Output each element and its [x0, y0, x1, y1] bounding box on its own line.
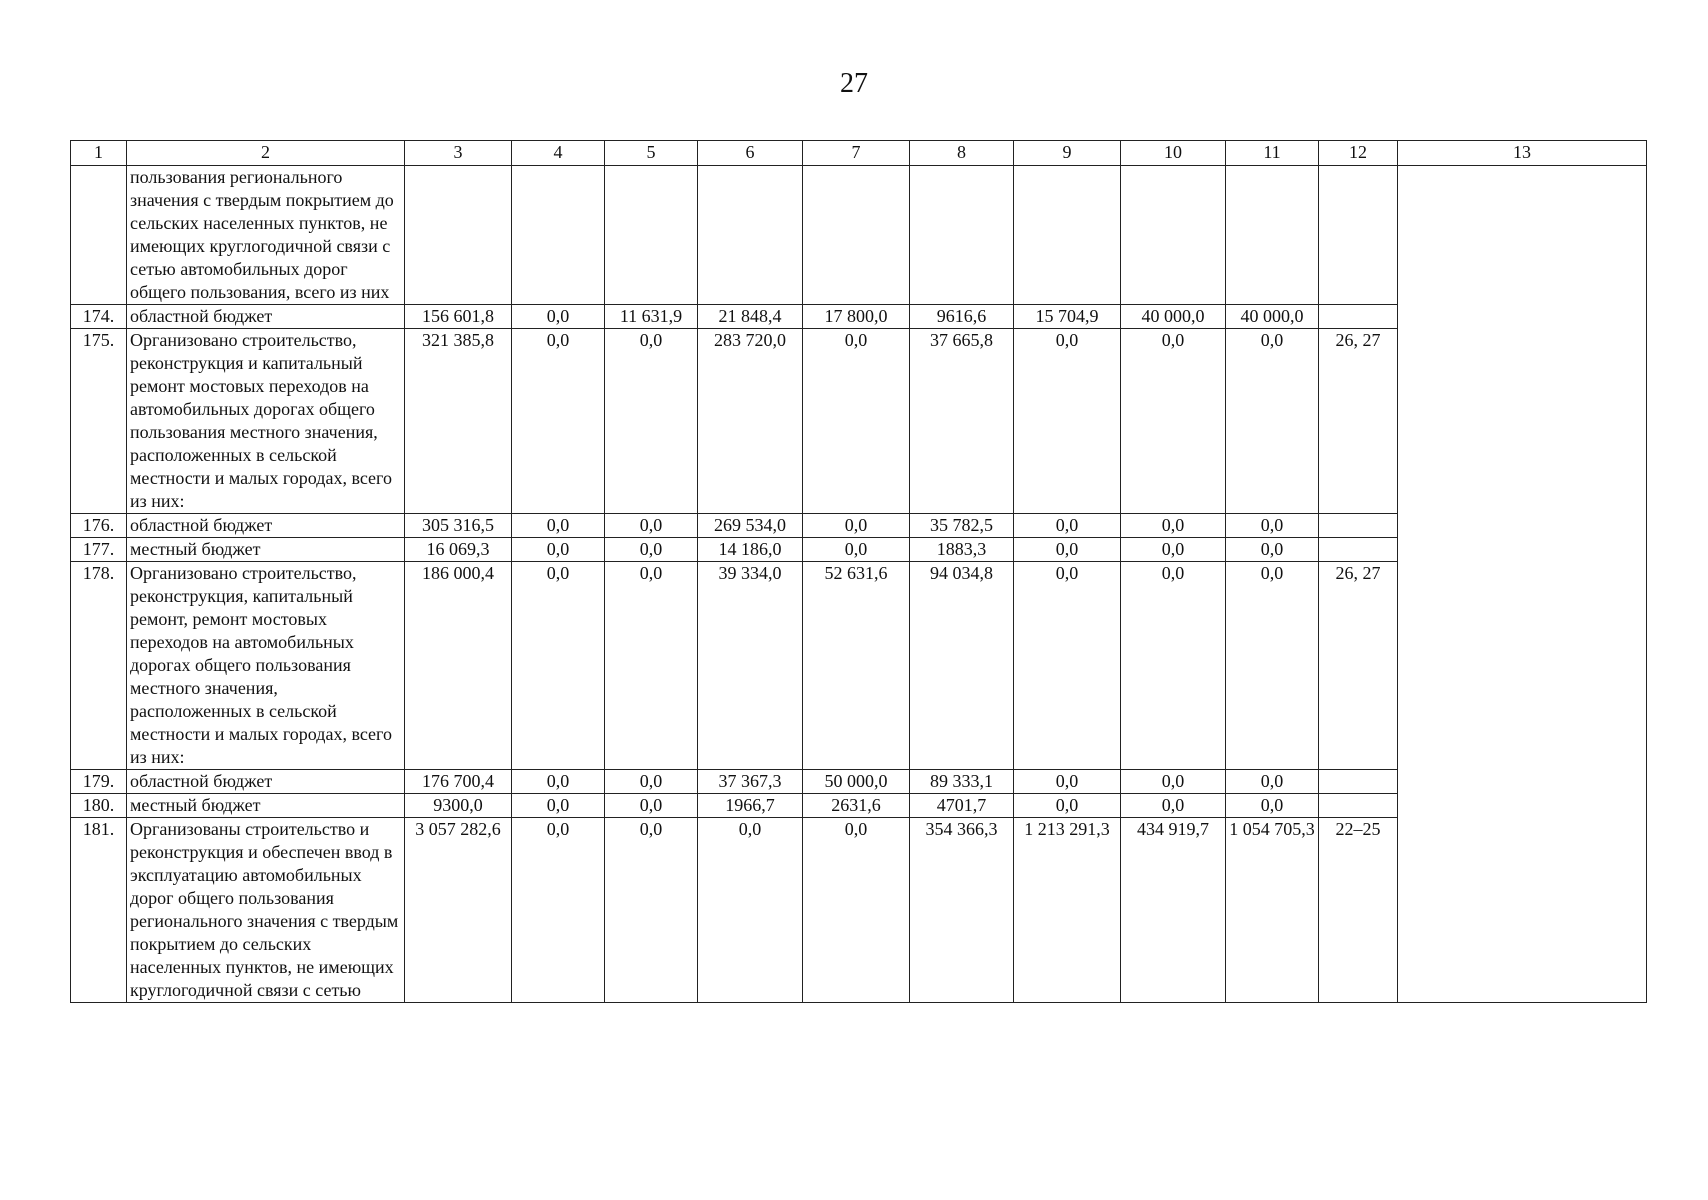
header-cell: 13 — [1398, 141, 1647, 166]
value-cell: 0,0 — [1014, 514, 1121, 538]
col12-cell — [1319, 305, 1398, 329]
row-number: 174. — [71, 305, 127, 329]
value-cell: 40 000,0 — [1226, 305, 1319, 329]
row-description: областной бюджет — [127, 305, 405, 329]
value-cell: 305 316,5 — [405, 514, 512, 538]
value-cell: 50 000,0 — [803, 770, 910, 794]
col13-cell — [1398, 166, 1647, 1003]
value-cell: 14 186,0 — [698, 538, 803, 562]
row-description: областной бюджет — [127, 514, 405, 538]
value-cell: 0,0 — [803, 818, 910, 1003]
value-cell: 0,0 — [1226, 538, 1319, 562]
value-cell: 16 069,3 — [405, 538, 512, 562]
value-cell: 0,0 — [1226, 770, 1319, 794]
row-number: 176. — [71, 514, 127, 538]
value-cell — [803, 166, 910, 305]
value-cell: 0,0 — [512, 770, 605, 794]
header-cell: 2 — [127, 141, 405, 166]
value-cell: 0,0 — [605, 329, 698, 514]
value-cell: 1 213 291,3 — [1014, 818, 1121, 1003]
value-cell: 176 700,4 — [405, 770, 512, 794]
value-cell: 0,0 — [512, 538, 605, 562]
value-cell: 52 631,6 — [803, 562, 910, 770]
value-cell: 0,0 — [1014, 329, 1121, 514]
table-row — [71, 166, 1647, 305]
value-cell: 0,0 — [605, 538, 698, 562]
value-cell: 9300,0 — [405, 794, 512, 818]
value-cell: 3 057 282,6 — [405, 818, 512, 1003]
row-number: 181. — [71, 818, 127, 1003]
value-cell: 11 631,9 — [605, 305, 698, 329]
value-cell — [512, 166, 605, 305]
col12-cell — [1319, 794, 1398, 818]
value-cell: 0,0 — [1226, 514, 1319, 538]
value-cell: 37 665,8 — [910, 329, 1014, 514]
value-cell: 434 919,7 — [1121, 818, 1226, 1003]
value-cell: 0,0 — [1121, 562, 1226, 770]
value-cell: 321 385,8 — [405, 329, 512, 514]
value-cell: 0,0 — [512, 329, 605, 514]
header-cell: 9 — [1014, 141, 1121, 166]
header-cell: 3 — [405, 141, 512, 166]
row-description: местный бюджет — [127, 794, 405, 818]
row-description: Организованы строительство и реконструкция и обеспечен ввод в эксплуатацию автомобильных дорог общего пользования регионального значения с твердым покрытием до сельских населенных пунктов, не имеющих круглогодичной связи с сетью — [127, 818, 405, 1003]
value-cell: 94 034,8 — [910, 562, 1014, 770]
value-cell — [1121, 166, 1226, 305]
value-cell: 1 054 705,3 — [1226, 818, 1319, 1003]
value-cell: 0,0 — [605, 562, 698, 770]
header-cell: 4 — [512, 141, 605, 166]
value-cell: 1966,7 — [698, 794, 803, 818]
value-cell: 0,0 — [605, 770, 698, 794]
value-cell: 0,0 — [512, 562, 605, 770]
page-number: 27 — [840, 68, 868, 99]
value-cell: 39 334,0 — [698, 562, 803, 770]
value-cell: 0,0 — [512, 794, 605, 818]
row-number: 177. — [71, 538, 127, 562]
row-description: областной бюджет — [127, 770, 405, 794]
col12-cell — [1319, 166, 1398, 305]
col12-cell: 22–25 — [1319, 818, 1398, 1003]
value-cell: 4701,7 — [910, 794, 1014, 818]
value-cell: 15 704,9 — [1014, 305, 1121, 329]
value-cell: 0,0 — [1226, 562, 1319, 770]
value-cell: 2631,6 — [803, 794, 910, 818]
value-cell: 0,0 — [803, 538, 910, 562]
value-cell: 0,0 — [1226, 794, 1319, 818]
value-cell: 0,0 — [1121, 794, 1226, 818]
value-cell — [1014, 166, 1121, 305]
value-cell — [605, 166, 698, 305]
header-cell: 5 — [605, 141, 698, 166]
row-number — [71, 166, 127, 305]
row-description: местный бюджет — [127, 538, 405, 562]
header-cell: 10 — [1121, 141, 1226, 166]
header-row — [71, 141, 1647, 166]
value-cell: 0,0 — [1014, 770, 1121, 794]
value-cell — [405, 166, 512, 305]
value-cell: 0,0 — [1014, 562, 1121, 770]
value-cell: 0,0 — [698, 818, 803, 1003]
header-cell: 6 — [698, 141, 803, 166]
value-cell: 0,0 — [605, 514, 698, 538]
value-cell: 0,0 — [512, 818, 605, 1003]
col12-cell — [1319, 770, 1398, 794]
value-cell: 37 367,3 — [698, 770, 803, 794]
header-cell: 8 — [910, 141, 1014, 166]
col12-cell — [1319, 538, 1398, 562]
value-cell: 0,0 — [1121, 538, 1226, 562]
value-cell: 0,0 — [512, 305, 605, 329]
value-cell: 0,0 — [803, 329, 910, 514]
value-cell: 0,0 — [512, 514, 605, 538]
value-cell: 0,0 — [1226, 329, 1319, 514]
budget-table — [70, 140, 1647, 1003]
value-cell: 354 366,3 — [910, 818, 1014, 1003]
header-cell: 11 — [1226, 141, 1319, 166]
value-cell: 0,0 — [605, 818, 698, 1003]
value-cell: 0,0 — [803, 514, 910, 538]
header-cell: 12 — [1319, 141, 1398, 166]
row-number: 180. — [71, 794, 127, 818]
value-cell: 17 800,0 — [803, 305, 910, 329]
value-cell: 0,0 — [1014, 538, 1121, 562]
row-number: 179. — [71, 770, 127, 794]
value-cell: 283 720,0 — [698, 329, 803, 514]
value-cell — [910, 166, 1014, 305]
value-cell: 156 601,8 — [405, 305, 512, 329]
row-description: Организовано строительство, реконструкция и капитальный ремонт мостовых переходов на автомобильных дорогах общего пользования местного значения, расположенных в сельской местности и малых городах, всего из них: — [127, 329, 405, 514]
value-cell: 21 848,4 — [698, 305, 803, 329]
row-number: 178. — [71, 562, 127, 770]
header-cell: 1 — [71, 141, 127, 166]
value-cell — [1226, 166, 1319, 305]
value-cell: 269 534,0 — [698, 514, 803, 538]
value-cell: 1883,3 — [910, 538, 1014, 562]
row-description: Организовано строительство, реконструкция, капитальный ремонт, ремонт мостовых переходов на автомобильных дорогах общего пользования местного значения, расположенных в сельской местности и малых городах, всего из них: — [127, 562, 405, 770]
value-cell: 0,0 — [1121, 329, 1226, 514]
header-cell: 7 — [803, 141, 910, 166]
value-cell: 186 000,4 — [405, 562, 512, 770]
col12-cell: 26, 27 — [1319, 562, 1398, 770]
value-cell — [698, 166, 803, 305]
col12-cell — [1319, 514, 1398, 538]
row-number: 175. — [71, 329, 127, 514]
value-cell: 0,0 — [1121, 770, 1226, 794]
value-cell: 0,0 — [605, 794, 698, 818]
col12-cell: 26, 27 — [1319, 329, 1398, 514]
value-cell: 40 000,0 — [1121, 305, 1226, 329]
value-cell: 89 333,1 — [910, 770, 1014, 794]
value-cell: 0,0 — [1014, 794, 1121, 818]
value-cell: 9616,6 — [910, 305, 1014, 329]
value-cell: 0,0 — [1121, 514, 1226, 538]
row-description: пользования регионального значения с твердым покрытием до сельских населенных пунктов, не имеющих круглогодичной связи с сетью автомобильных дорог общего пользования, всего из них — [127, 166, 405, 305]
value-cell: 35 782,5 — [910, 514, 1014, 538]
